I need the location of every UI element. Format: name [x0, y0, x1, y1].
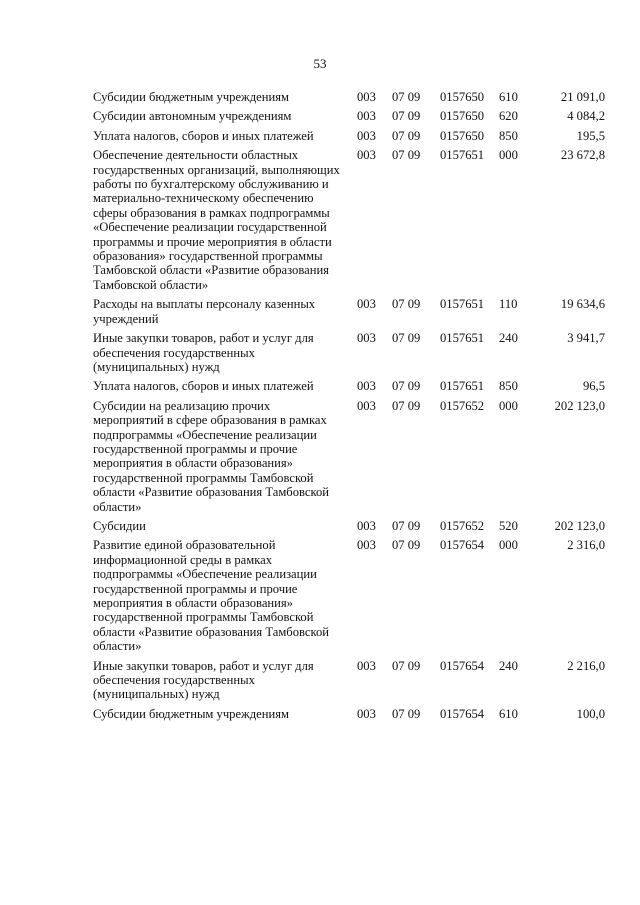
table-row: [93, 129, 605, 148]
row-ministry-code: 003: [357, 379, 376, 394]
row-target-code: 0157651: [440, 331, 485, 346]
row-ministry-code: 003: [357, 128, 376, 143]
row-target-code: 0157650: [440, 90, 485, 104]
row-section-code: 07 09: [392, 379, 421, 394]
table-row: [93, 90, 605, 109]
row-description: Уплата налогов, сборов и иных платежей: [93, 128, 314, 143]
row-target-code: 0157651: [440, 148, 485, 163]
row-target-code: 0157650: [440, 109, 485, 124]
row-expense-type-code: 610: [499, 90, 518, 104]
row-amount: 4 084,2: [567, 109, 605, 124]
row-amount: 23 672,8: [560, 148, 605, 163]
row-expense-type-code: 240: [499, 658, 518, 673]
row-expense-type-code: 850: [499, 379, 518, 394]
row-amount: 195,5: [576, 128, 605, 143]
table-row: [93, 519, 605, 538]
row-description: Субсидии автономным учреждениям: [93, 109, 292, 124]
row-description: Субсидии бюджетным учреждениям: [93, 706, 289, 721]
row-target-code: 0157652: [440, 398, 485, 413]
row-section-code: 07 09: [392, 331, 421, 346]
row-amount: 2 216,0: [567, 658, 605, 673]
row-target-code: 0157654: [440, 706, 485, 721]
budget-table: [93, 90, 605, 726]
table-row: [93, 659, 605, 707]
table-row: [93, 707, 605, 726]
row-ministry-code: 003: [357, 658, 376, 673]
row-expense-type-code: 850: [499, 128, 518, 143]
row-target-code: 0157650: [440, 128, 485, 143]
row-target-code: 0157651: [440, 379, 485, 394]
table-row: [93, 538, 605, 658]
row-ministry-code: 003: [357, 297, 376, 312]
row-ministry-code: 003: [357, 706, 376, 721]
row-amount: 21 091,0: [560, 90, 605, 104]
row-section-code: 07 09: [392, 658, 421, 673]
row-target-code: 0157652: [440, 518, 485, 533]
row-expense-type-code: 610: [499, 706, 518, 721]
row-expense-type-code: 620: [499, 109, 518, 124]
row-section-code: 07 09: [392, 398, 421, 413]
row-section-code: 07 09: [392, 297, 421, 312]
row-expense-type-code: 000: [499, 538, 518, 553]
row-section-code: 07 09: [392, 538, 421, 553]
row-target-code: 0157651: [440, 297, 485, 312]
row-section-code: 07 09: [392, 148, 421, 163]
row-amount: 2 316,0: [567, 538, 605, 553]
row-target-code: 0157654: [440, 538, 485, 553]
row-ministry-code: 003: [357, 331, 376, 346]
row-ministry-code: 003: [357, 109, 376, 124]
row-section-code: 07 09: [392, 109, 421, 124]
row-section-code: 07 09: [392, 128, 421, 143]
table-row: [93, 148, 605, 297]
row-amount: 96,5: [582, 379, 605, 394]
page-number: 53: [313, 56, 327, 71]
row-ministry-code: 003: [357, 538, 376, 553]
row-description: Субсидии: [93, 518, 146, 533]
row-expense-type-code: 110: [499, 297, 518, 312]
row-amount: 3 941,7: [567, 331, 605, 346]
row-expense-type-code: 520: [499, 518, 518, 533]
row-amount: 202 123,0: [554, 398, 605, 413]
table-row: [93, 109, 605, 128]
table-row: [93, 379, 605, 398]
row-ministry-code: 003: [357, 398, 376, 413]
row-expense-type-code: 240: [499, 331, 518, 346]
row-expense-type-code: 000: [499, 148, 518, 163]
row-description: Уплата налогов, сборов и иных платежей: [93, 379, 314, 394]
row-description: Иные закупки товаров, работ и услуг для обеспечения государственных (муниципальных) нужд: [93, 331, 314, 374]
row-amount: 19 634,6: [560, 297, 605, 312]
row-amount: 202 123,0: [554, 518, 605, 533]
row-ministry-code: 003: [357, 90, 376, 104]
row-section-code: 07 09: [392, 706, 421, 721]
row-amount: 100,0: [576, 706, 605, 721]
row-section-code: 07 09: [392, 518, 421, 533]
row-section-code: 07 09: [392, 90, 421, 104]
row-description: Обеспечение деятельности областных государственных организаций, выполняющих работы по бухгалтерскому обслуживанию и материально-техническому обеспечению сферы образования в рамках подпрограммы «Обеспечение реализации государственной программы и прочие мероприятия в области образования» государственной программы Тамбовской области «Развитие образования Тамбовской области»: [93, 148, 340, 292]
row-target-code: 0157654: [440, 658, 485, 673]
row-expense-type-code: 000: [499, 398, 518, 413]
row-description: Развитие единой образовательной информационной среды в рамках подпрограммы «Обеспечение реализации государственной программы и прочие мероприятия в области образования» государственной программы Тамбовской области «Развитие образования Тамбовской области»: [93, 538, 329, 654]
row-description: Иные закупки товаров, работ и услуг для обеспечения государственных (муниципальных) нужд: [93, 658, 314, 702]
row-description: Расходы на выплаты персоналу казенных учреждений: [93, 297, 316, 326]
row-description: Субсидии на реализацию прочих мероприятий в сфере образования в рамках подпрограммы «Обеспечение реализации государственной программы и прочие мероприятия в области образования» государственной программы Тамбовской области «Развитие образования Тамбовской области»: [93, 398, 329, 514]
budget-table-body: [93, 90, 605, 726]
row-ministry-code: 003: [357, 518, 376, 533]
row-description: Субсидии бюджетным учреждениям: [93, 90, 289, 104]
row-ministry-code: 003: [357, 148, 376, 163]
table-row: [93, 331, 605, 379]
table-row: [93, 399, 605, 519]
table-row: [93, 297, 605, 331]
